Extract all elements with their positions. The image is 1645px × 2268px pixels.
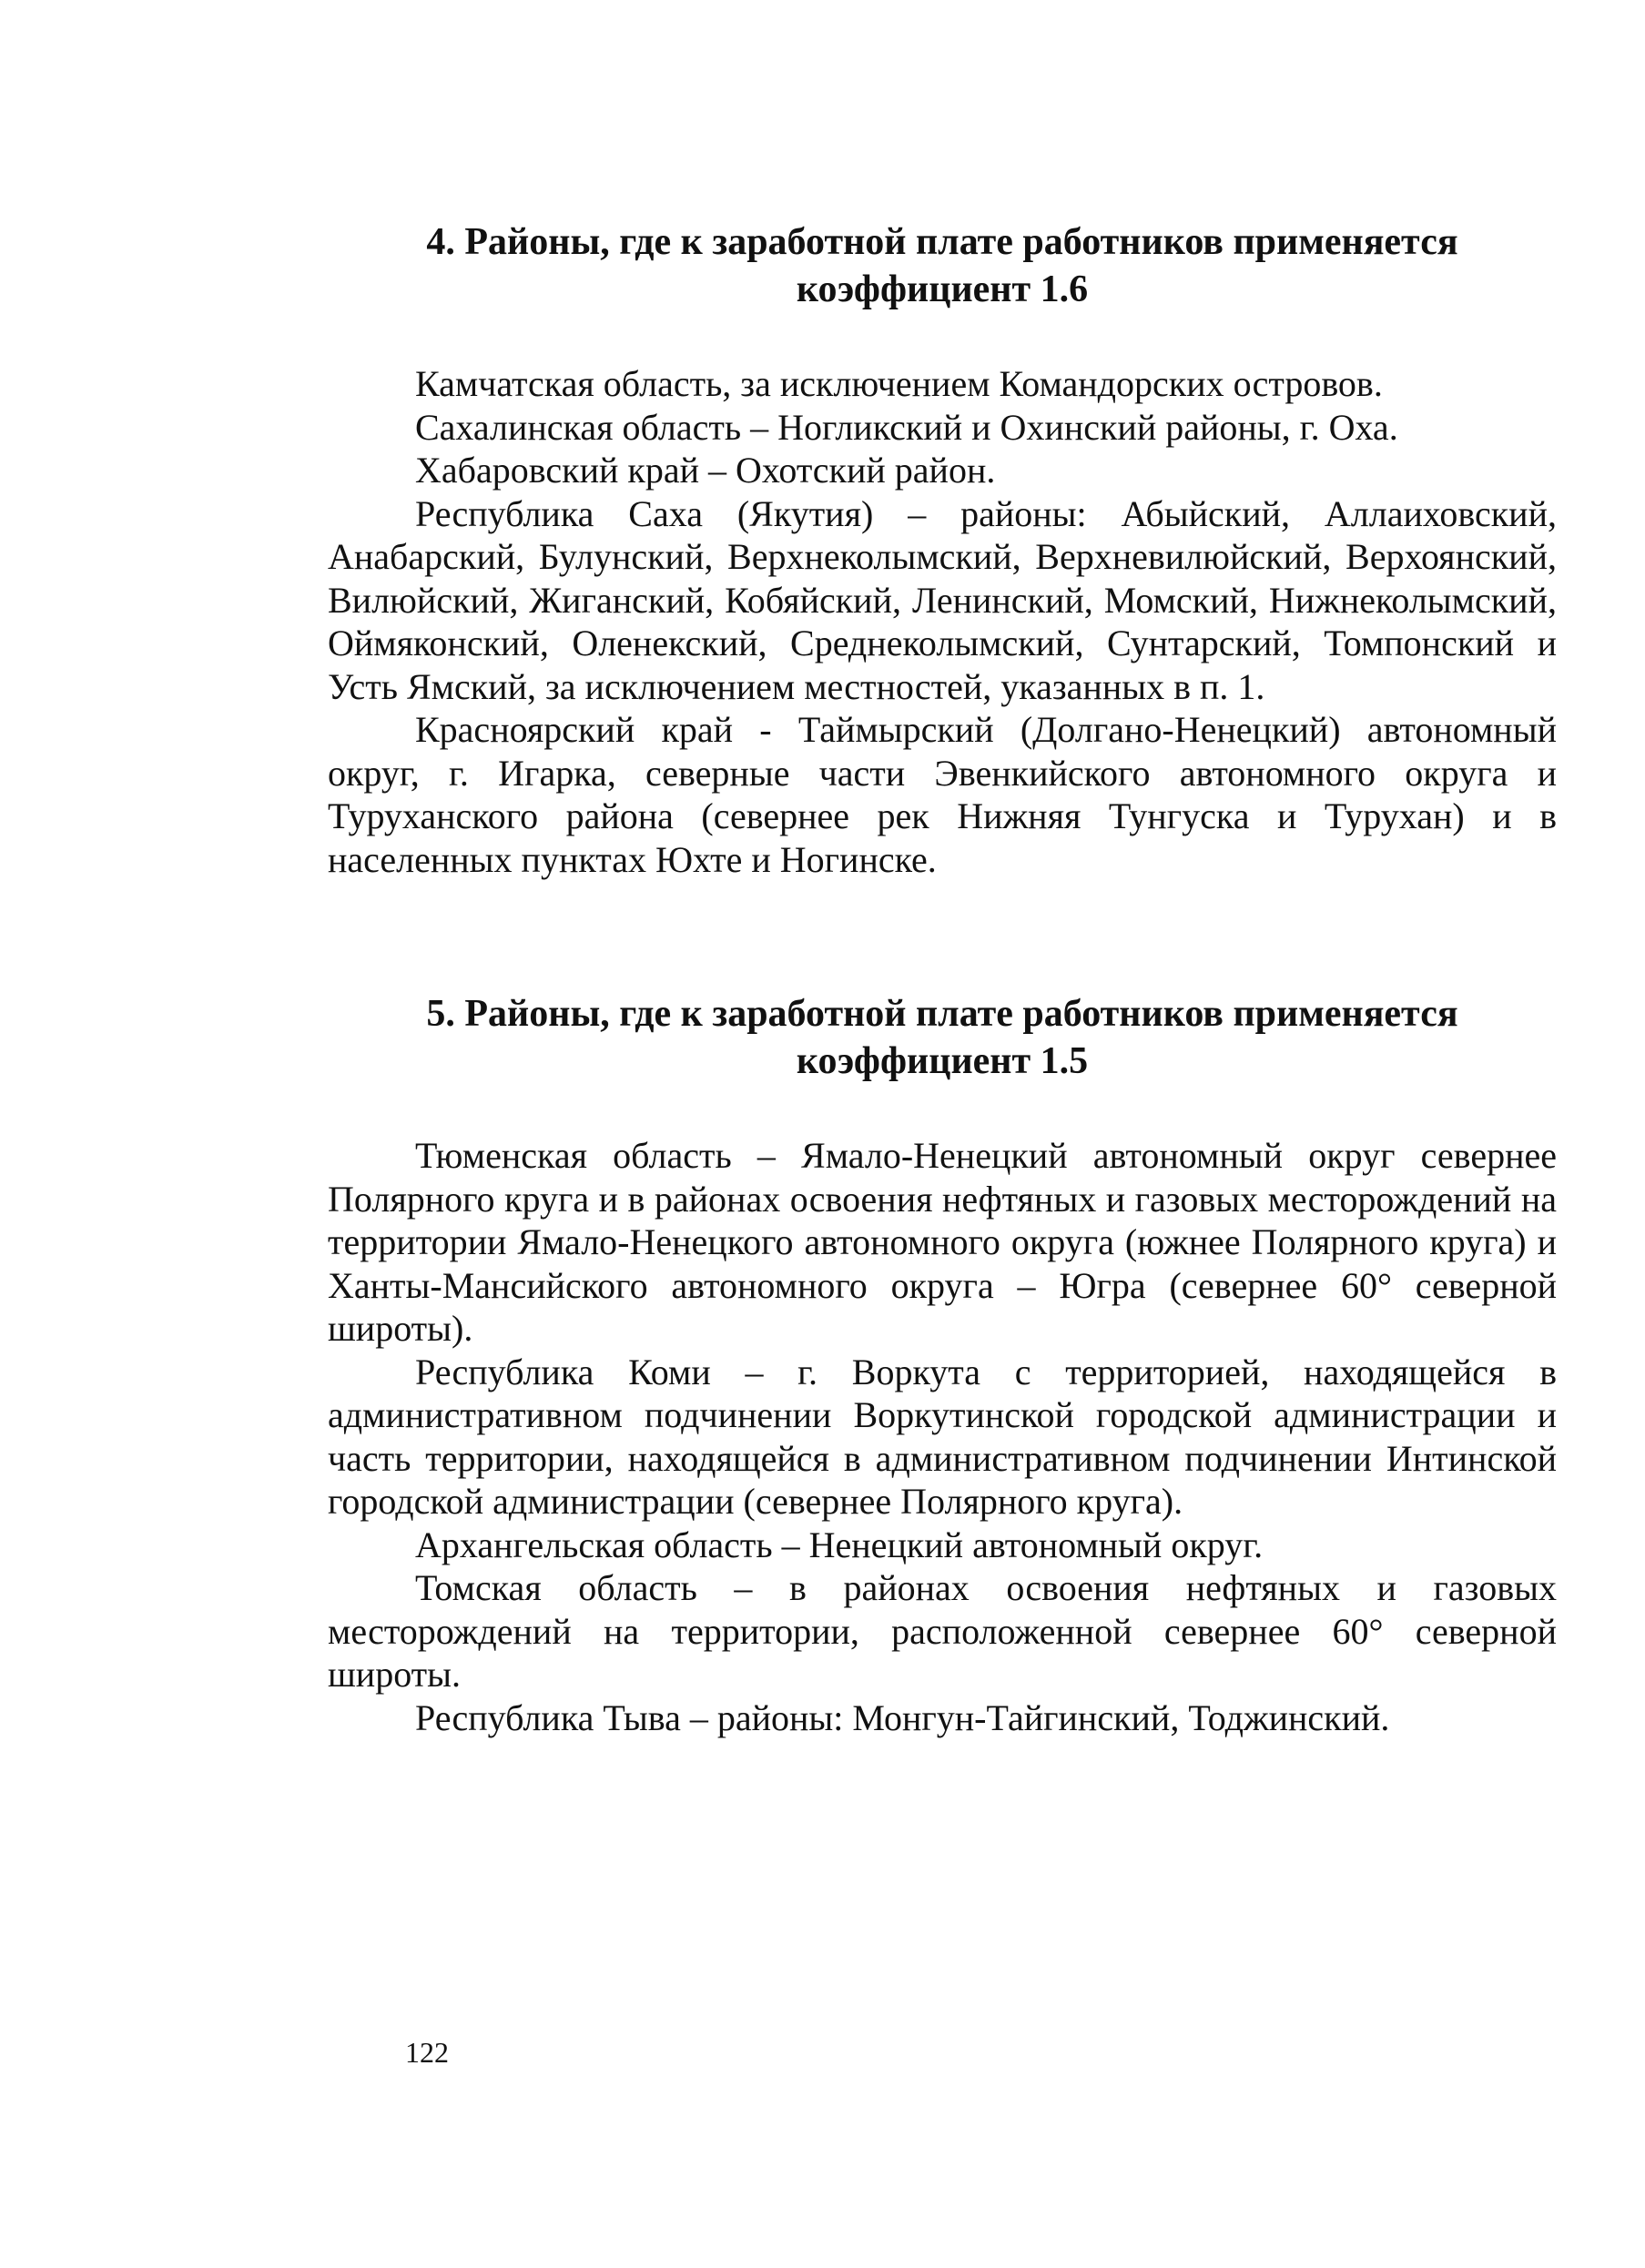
paragraph-khabarovsk: Хабаровский край – Охотский район. [415,450,996,491]
paragraph-list [328,362,1557,881]
paragraph-arkhangelsk: Архангельская область – Ненецкий автономный округ. [415,1524,1264,1565]
section-heading-line-1: 4. Районы, где к заработной плате работников применяется [426,221,1458,263]
paragraph-kamchatka: Камчатская область, за исключением Командорских островов. [415,363,1383,404]
section-heading-line-2: коэффициент 1.6 [796,268,1089,310]
paragraph-tyva: Республика Тыва – районы: Монгун-Тайгинский, Тоджинский. [415,1696,1390,1738]
section-coefficient-1-6 [328,218,1557,881]
paragraph-sakhalin: Сахалинская область – Ногликский и Охинский районы, г. Оха. [415,406,1398,448]
paragraph-tyumen: Тюменская область – Ямало-Ненецкий автономный округ севернее Полярного круга и в районах освоения нефтяных и газовых месторождений на территории Ямало-Ненецкого автономного округа (южнее Полярного круга) и Ханты-Мансийского автономного округа – Югра (севернее 60° северной широты). [328,1135,1557,1349]
section-heading [328,218,1557,313]
section-heading-line-2: коэффициент 1.5 [796,1040,1089,1082]
section-heading-line-1: 5. Районы, где к заработной плате работников применяется [426,993,1458,1035]
paragraph-list [328,1134,1557,1739]
section-heading [328,990,1557,1085]
paragraph-sakha: Республика Саха (Якутия) – районы: Абыйский, Аллаиховский, Анабарский, Булунский, Верхнеколымский, Верхневилюйский, Верхоянский, Вилюйский, Жиганский, Кобяйский, Ленинский, Момский, Нижнеколымский, Оймяконский, Оленекский, Среднеколымский, Сунтарский, Томпонский и Усть Ямский, за исключением местностей, указанных в п. 1. [328,492,1557,707]
paragraph-tomsk: Томская область – в районах освоения нефтяных и газовых месторождений на территории, расположенной севернее 60° северной широты. [328,1567,1557,1695]
paragraph-krasnoyarsk: Красноярский край - Таймырский (Долгано-Ненецкий) автономный округ, г. Игарка, северные части Эвенкийского автономного округа и Туруханского района (севернее рек Нижняя Тунгуска и Турухан) и в населенных пунктах Юхте и Ногинске. [328,709,1557,880]
section-coefficient-1-5 [328,990,1557,1739]
page-number: 122 [405,2036,449,2069]
paragraph-komi: Республика Коми – г. Воркута с территорией, находящейся в административном подчинении Воркутинской городской администрации и часть территории, находящейся в административном подчинении Интинской городской администрации (севернее Полярного круга). [328,1351,1557,1522]
